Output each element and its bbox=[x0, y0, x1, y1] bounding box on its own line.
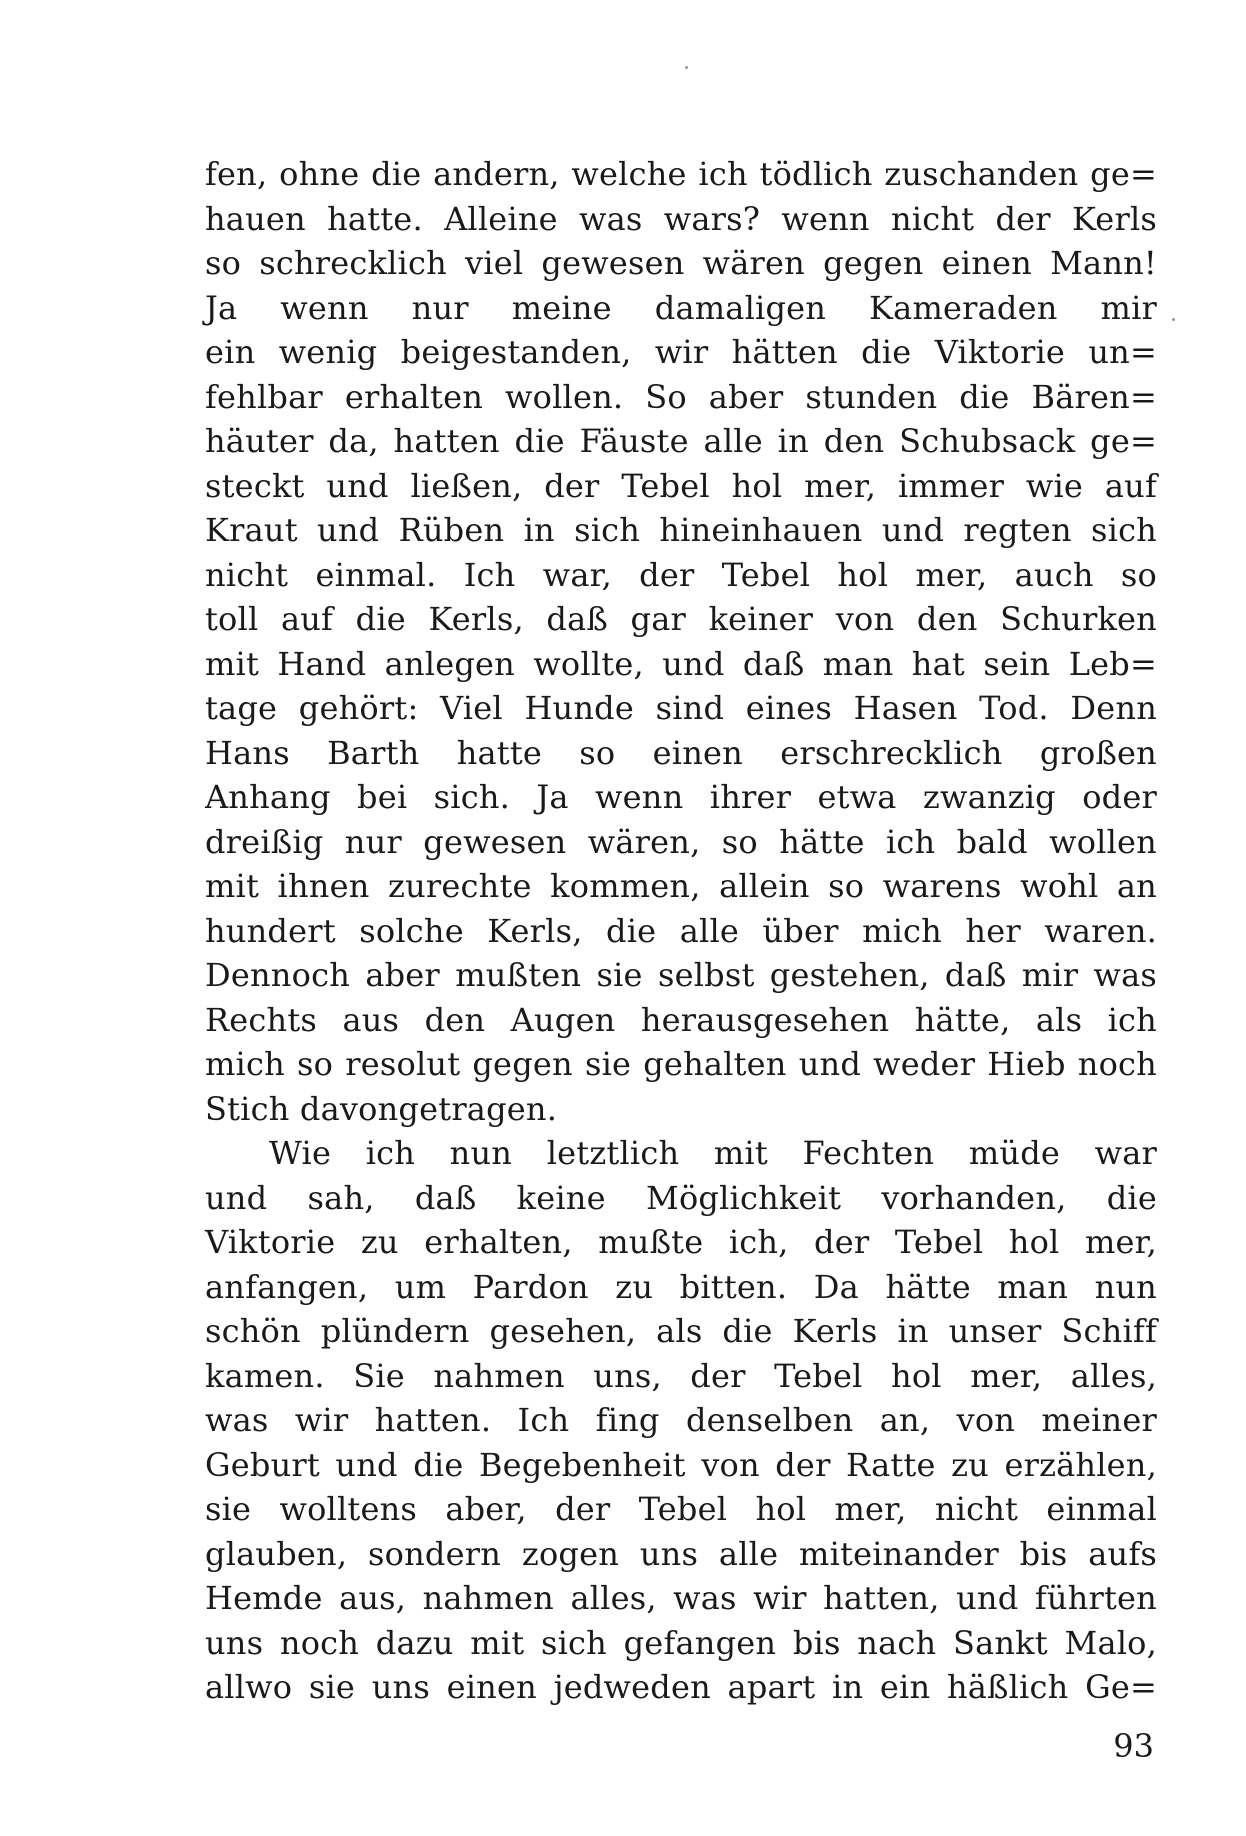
text-line: allwo sie uns einen jedweden apart in ein häßlich Ge= bbox=[205, 1668, 1157, 1706]
text-line: Stich davongetragen. bbox=[205, 1089, 558, 1128]
text-line: Hans Barth hatte so einen erschrecklich großen bbox=[205, 733, 1157, 772]
text-line: uns noch dazu mit sich gefangen bis nach Sankt Malo, bbox=[205, 1623, 1157, 1662]
text-line: nicht einmal. Ich war, der Tebel hol mer, auch so bbox=[205, 555, 1157, 594]
text-line: und sah, daß keine Möglichkeit vorhanden, die bbox=[205, 1178, 1157, 1217]
body-text bbox=[205, 152, 1157, 1710]
text-line: mit ihnen zurechte kommen, allein so warens wohl an bbox=[205, 867, 1157, 905]
text-line: Rechts aus den Augen herausgesehen hätte, als ich bbox=[205, 1000, 1157, 1039]
text-line: toll auf die Kerls, daß gar keiner von den Schurken bbox=[205, 600, 1157, 638]
text-line: fen, ohne die andern, welche ich tödlich zuschanden ge= bbox=[205, 155, 1157, 193]
text-line: anfangen, um Pardon zu bitten. Da hätte man nun bbox=[205, 1267, 1157, 1306]
text-line: schön plündern gesehen, als die Kerls in unser Schiff bbox=[205, 1312, 1157, 1350]
text-line: Geburt und die Begebenheit von der Ratte zu erzählen, bbox=[205, 1445, 1157, 1484]
text-line: was wir hatten. Ich fing denselben an, von meiner bbox=[205, 1401, 1157, 1439]
text-line: mich so resolut gegen sie gehalten und weder Hieb noch bbox=[205, 1045, 1157, 1083]
text-line: Viktorie zu erhalten, mußte ich, der Tebel hol mer, bbox=[205, 1223, 1157, 1261]
text-line: dreißig nur gewesen wären, so hätte ich bald wollen bbox=[205, 822, 1157, 861]
text-line: Ja wenn nur meine damaligen Kameraden mir bbox=[205, 288, 1157, 327]
text-line: tage gehört: Viel Hunde sind eines Hasen Tod. Denn bbox=[205, 689, 1157, 727]
text-line: so schrecklich viel gewesen wären gegen einen Mann! bbox=[205, 244, 1157, 282]
text-line: ein wenig beigestanden, wir hätten die Viktorie un= bbox=[205, 333, 1157, 371]
paper-speck bbox=[685, 66, 688, 69]
text-line: sie wolltens aber, der Tebel hol mer, nicht einmal bbox=[205, 1490, 1157, 1528]
text-line: Anhang bei sich. Ja wenn ihrer etwa zwanzig oder bbox=[205, 778, 1157, 816]
text-line: glauben, sondern zogen uns alle miteinander bis aufs bbox=[205, 1534, 1157, 1573]
text-line: häuter da, hatten die Fäuste alle in den Schubsack ge= bbox=[205, 422, 1157, 460]
text-line: mit Hand anlegen wollte, und daß man hat sein Leb= bbox=[205, 644, 1157, 683]
text-line: Wie ich nun letztlich mit Fechten müde war bbox=[269, 1134, 1157, 1172]
text-line: kamen. Sie nahmen uns, der Tebel hol mer, alles, bbox=[205, 1356, 1157, 1395]
page-number: 93 bbox=[1113, 1727, 1154, 1765]
text-line: Hemde aus, nahmen alles, was wir hatten, und führten bbox=[205, 1579, 1157, 1617]
paper-speck bbox=[1172, 318, 1175, 321]
text-line: fehlbar erhalten wollen. So aber stunden die Bären= bbox=[205, 377, 1157, 416]
text-line: steckt und ließen, der Tebel hol mer, immer wie auf bbox=[205, 466, 1157, 505]
text-line: hauen hatte. Alleine was wars? wenn nicht der Kerls bbox=[205, 199, 1157, 238]
text-line: Dennoch aber mußten sie selbst gestehen, daß mir was bbox=[205, 956, 1157, 994]
text-line: Kraut und Rüben in sich hineinhauen und regten sich bbox=[205, 511, 1157, 549]
text-line: hundert solche Kerls, die alle über mich her waren. bbox=[205, 911, 1157, 950]
